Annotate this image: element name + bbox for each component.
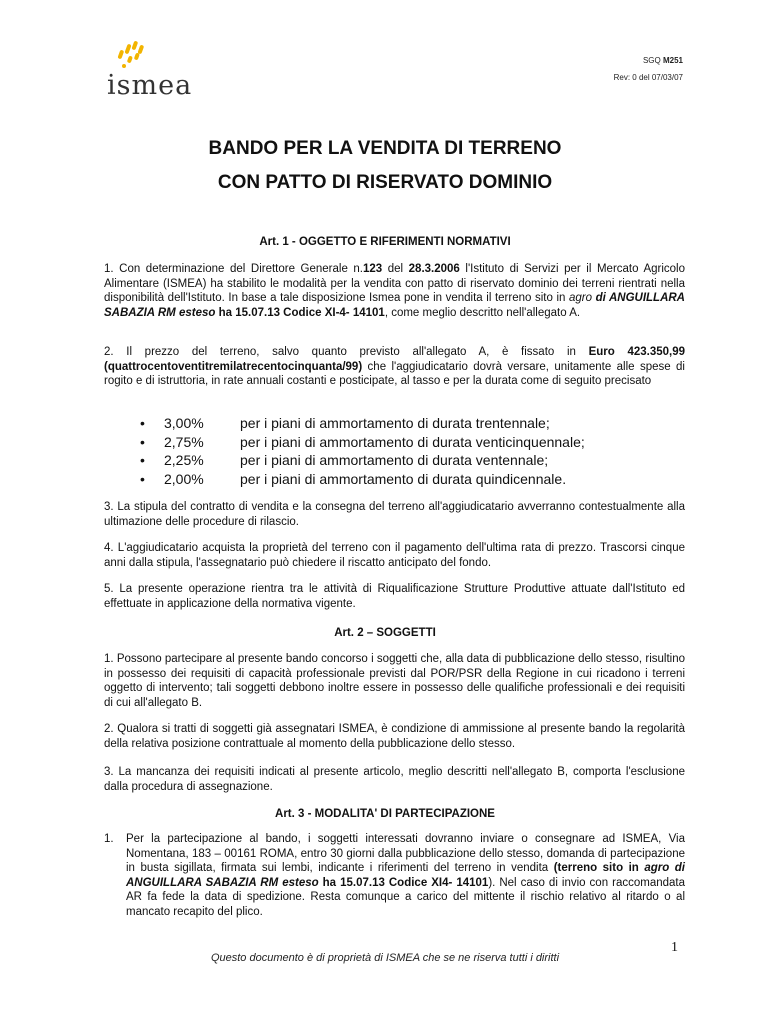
art1-paragraph-3: 3. La stipula del contratto di vendita e la consegna del terreno all'aggiudicatario avverranno contestualmente alla ultimazione delle procedure di rilascio. (104, 501, 685, 528)
art3-item-1: 1. Per la partecipazione al bando, i soggetti interessati dovranno inviare o consegnare ad ISMEA, Via Nomentana, 183 – 00161 ROMA, entro 30 giorni dalla pubblicazione dello stesso, domanda di partecipazione in busta sigillata, firmata sui lembi, indicante i riferimenti del terreno in vendita (terreno sito in agro di ANGUILLARA SABAZIA RM esteso ha 15.07.13 Codice XI4- 14101). Nel caso di invio con raccomandata AR fa fede la data di spedizione. Resta comunque a carico del mittente il rischio relativo al ritardo o al mancato recapito del plico. (104, 833, 685, 918)
logo-wordmark: ismea (107, 70, 193, 101)
page-title-line2: CON PATTO DI RISERVATO DOMINIO (217, 172, 553, 193)
art2-paragraph-1: 1. Possono partecipare al presente bando concorso i soggetti che, alla data di pubblicazione dello stesso, risultino in possesso dei requisiti di capacità professionale previsti dal POR/PSR della Regione in cui ricadono i terreni oggetto di intervento; tali soggetti debbono inoltre essere in possesso delle qualifiche professionali e dei requisiti di cui all'allegato B. (104, 653, 685, 709)
page-number: 1 (671, 940, 678, 955)
document-code: SGQ M251 (642, 56, 683, 65)
art1-paragraph-5: 5. La presente operazione rientra tra le attività di Riqualificazione Strutture Produttive attuate dall'Istituto ed effettuate in applicazione della normativa vigente. (104, 583, 685, 610)
art1-paragraph-4: 4. L'aggiudicatario acquista la proprietà del terreno con il pagamento dell'ultima rata di prezzo. Trascorsi cinque anni dalla stipula, l'assegnatario può chiedere il riscatto anticipato del fondo. (104, 542, 685, 569)
list-item: • 2,00% per i piani di ammortamento di durata quindicennale. (140, 470, 567, 487)
art1-heading: Art. 1 - OGGETTO E RIFERIMENTI NORMATIVI (259, 236, 511, 248)
footer-notice: Questo documento è di proprietà di ISMEA che se ne riserva tutti i diritti (210, 952, 560, 964)
document-meta (614, 52, 683, 86)
art1-paragraph-1: 1. Con determinazione del Direttore Generale n.123 del 28.3.2006 l'Istituto di Servizi per il Mercato Agricolo Alimentare (ISMEA) ha stabilito le modalità per la vendita con patto di riservato dominio dei terreni rientrati nella disponibilità dell'Istituto. In base a tale disposizione Ismea pone in vendita il terreno sito in agro di ANGUILLARA SABAZIA RM esteso ha 15.07.13 Codice XI-4- 14101, come meglio descritto nell'allegato A. (104, 263, 685, 319)
art2-paragraph-2: 2. Qualora si tratti di soggetti già assegnatari ISMEA, è condizione di ammissione al presente bando la regolarità della relativa posizione contrattuale al momento della pubblicazione dello stesso. (104, 723, 685, 750)
art1-paragraph-2: 2. Il prezzo del terreno, salvo quanto previsto all'allegato A, è fissato in Euro 423.350,99 (quattrocentoventitremilatrecentocinquanta/99) che l'aggiudicatario dovrà versare, unitamente alle spese di rogito e di istruttoria, in rate annuali costanti e posticipate, al tasso e per la durata come di seguito precisato (104, 346, 685, 387)
page-title-line1: BANDO PER LA VENDITA DI TERRENO (208, 138, 562, 159)
art3-heading: Art. 3 - MODALITA' DI PARTECIPAZIONE (275, 808, 495, 820)
ismea-logo (103, 40, 213, 102)
list-item: • 2,25% per i piani di ammortamento di durata ventennale; (140, 452, 549, 468)
list-item: • 3,00% per i piani di ammortamento di durata trentennale; (140, 415, 550, 431)
art2-heading: Art. 2 – SOGGETTI (334, 627, 436, 639)
logo-mark-icon (115, 40, 155, 74)
list-item: • 2,75% per i piani di ammortamento di durata venticinquennale; (140, 433, 585, 450)
rates-list (140, 414, 585, 488)
art2-paragraph-3: 3. La mancanza dei requisiti indicati al presente articolo, meglio descritti nell'allegato B, comporta l'esclusione dalla procedura di assegnazione. (104, 766, 685, 793)
document-revision: Rev: 0 del 07/03/07 (613, 73, 683, 82)
